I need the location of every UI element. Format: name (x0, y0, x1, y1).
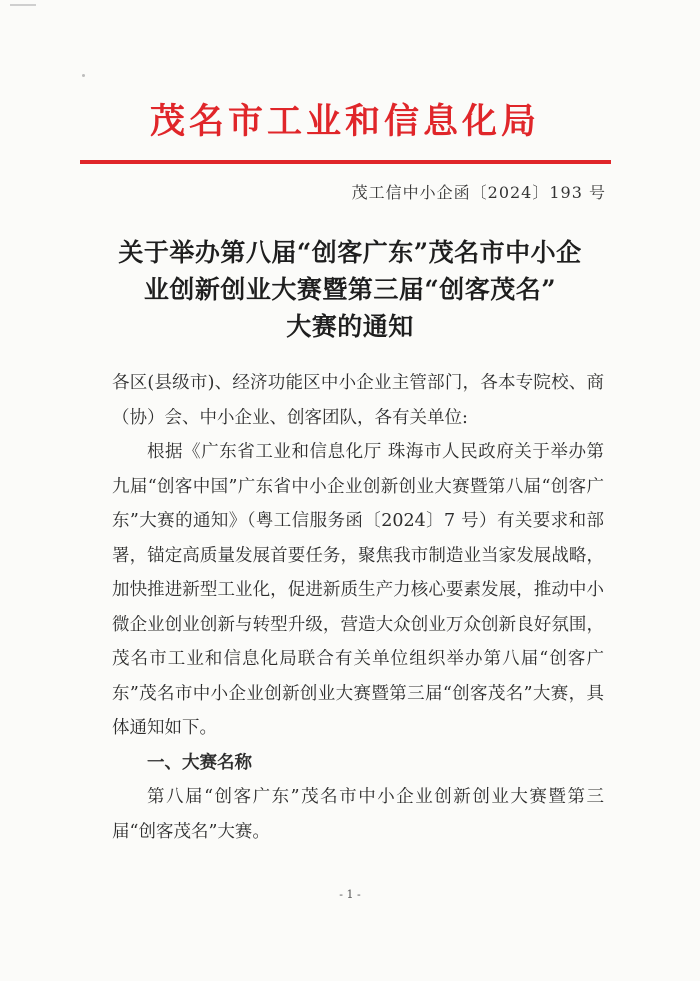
title-line-2: 业创新创业大赛暨第三届“创客茂名” (143, 275, 557, 304)
document-number: 茂工信中小企函〔2024〕193 号 (351, 183, 606, 202)
section-1-heading: 一、大赛名称 (147, 752, 252, 773)
page-number: - 1 - (339, 888, 361, 901)
document-body (112, 366, 604, 849)
document-title (100, 234, 600, 345)
addressee-paragraph: 各区(县级市)、经济功能区中小企业主管部门，各本专院校、商（协）会、中小企业、创客团队，各有关单位: (112, 373, 604, 428)
scan-dot (82, 74, 85, 77)
red-header-rule (80, 160, 611, 164)
issuing-organization: 茂名市工业和信息化局 (149, 101, 540, 142)
title-line-3: 大赛的通知 (286, 312, 414, 341)
section-1-text: 第八届“创客广东”茂名市中小企业创新创业大赛暨第三届“创客茂名”大赛。 (112, 787, 604, 842)
scan-corner-mark (10, 4, 36, 6)
title-line-1: 关于举办第八届“创客广东”茂名市中小企 (118, 238, 582, 267)
intro-paragraph: 根据《广东省工业和信息化厅 珠海市人民政府关于举办第九届“创客中国”广东省中小企业创新创业大赛暨第八届“创客广东”大赛的通知》（粤工信服务函〔2024〕7 号）有关要求和部署，锚定高质量发展首要任务，聚焦我市制造业当家发展战略，加快推进新型工业化，促进新质生产力核心要素发展，推动中小微企业创业创新与转型升级，营造大众创业万众创新良好氛围，茂名市工业和信息化局联合有关单位组织举办第八届“创客广东”茂名市中小企业创新创业大赛暨第三届“创客茂名”大赛，具体通知如下。 (112, 442, 604, 738)
